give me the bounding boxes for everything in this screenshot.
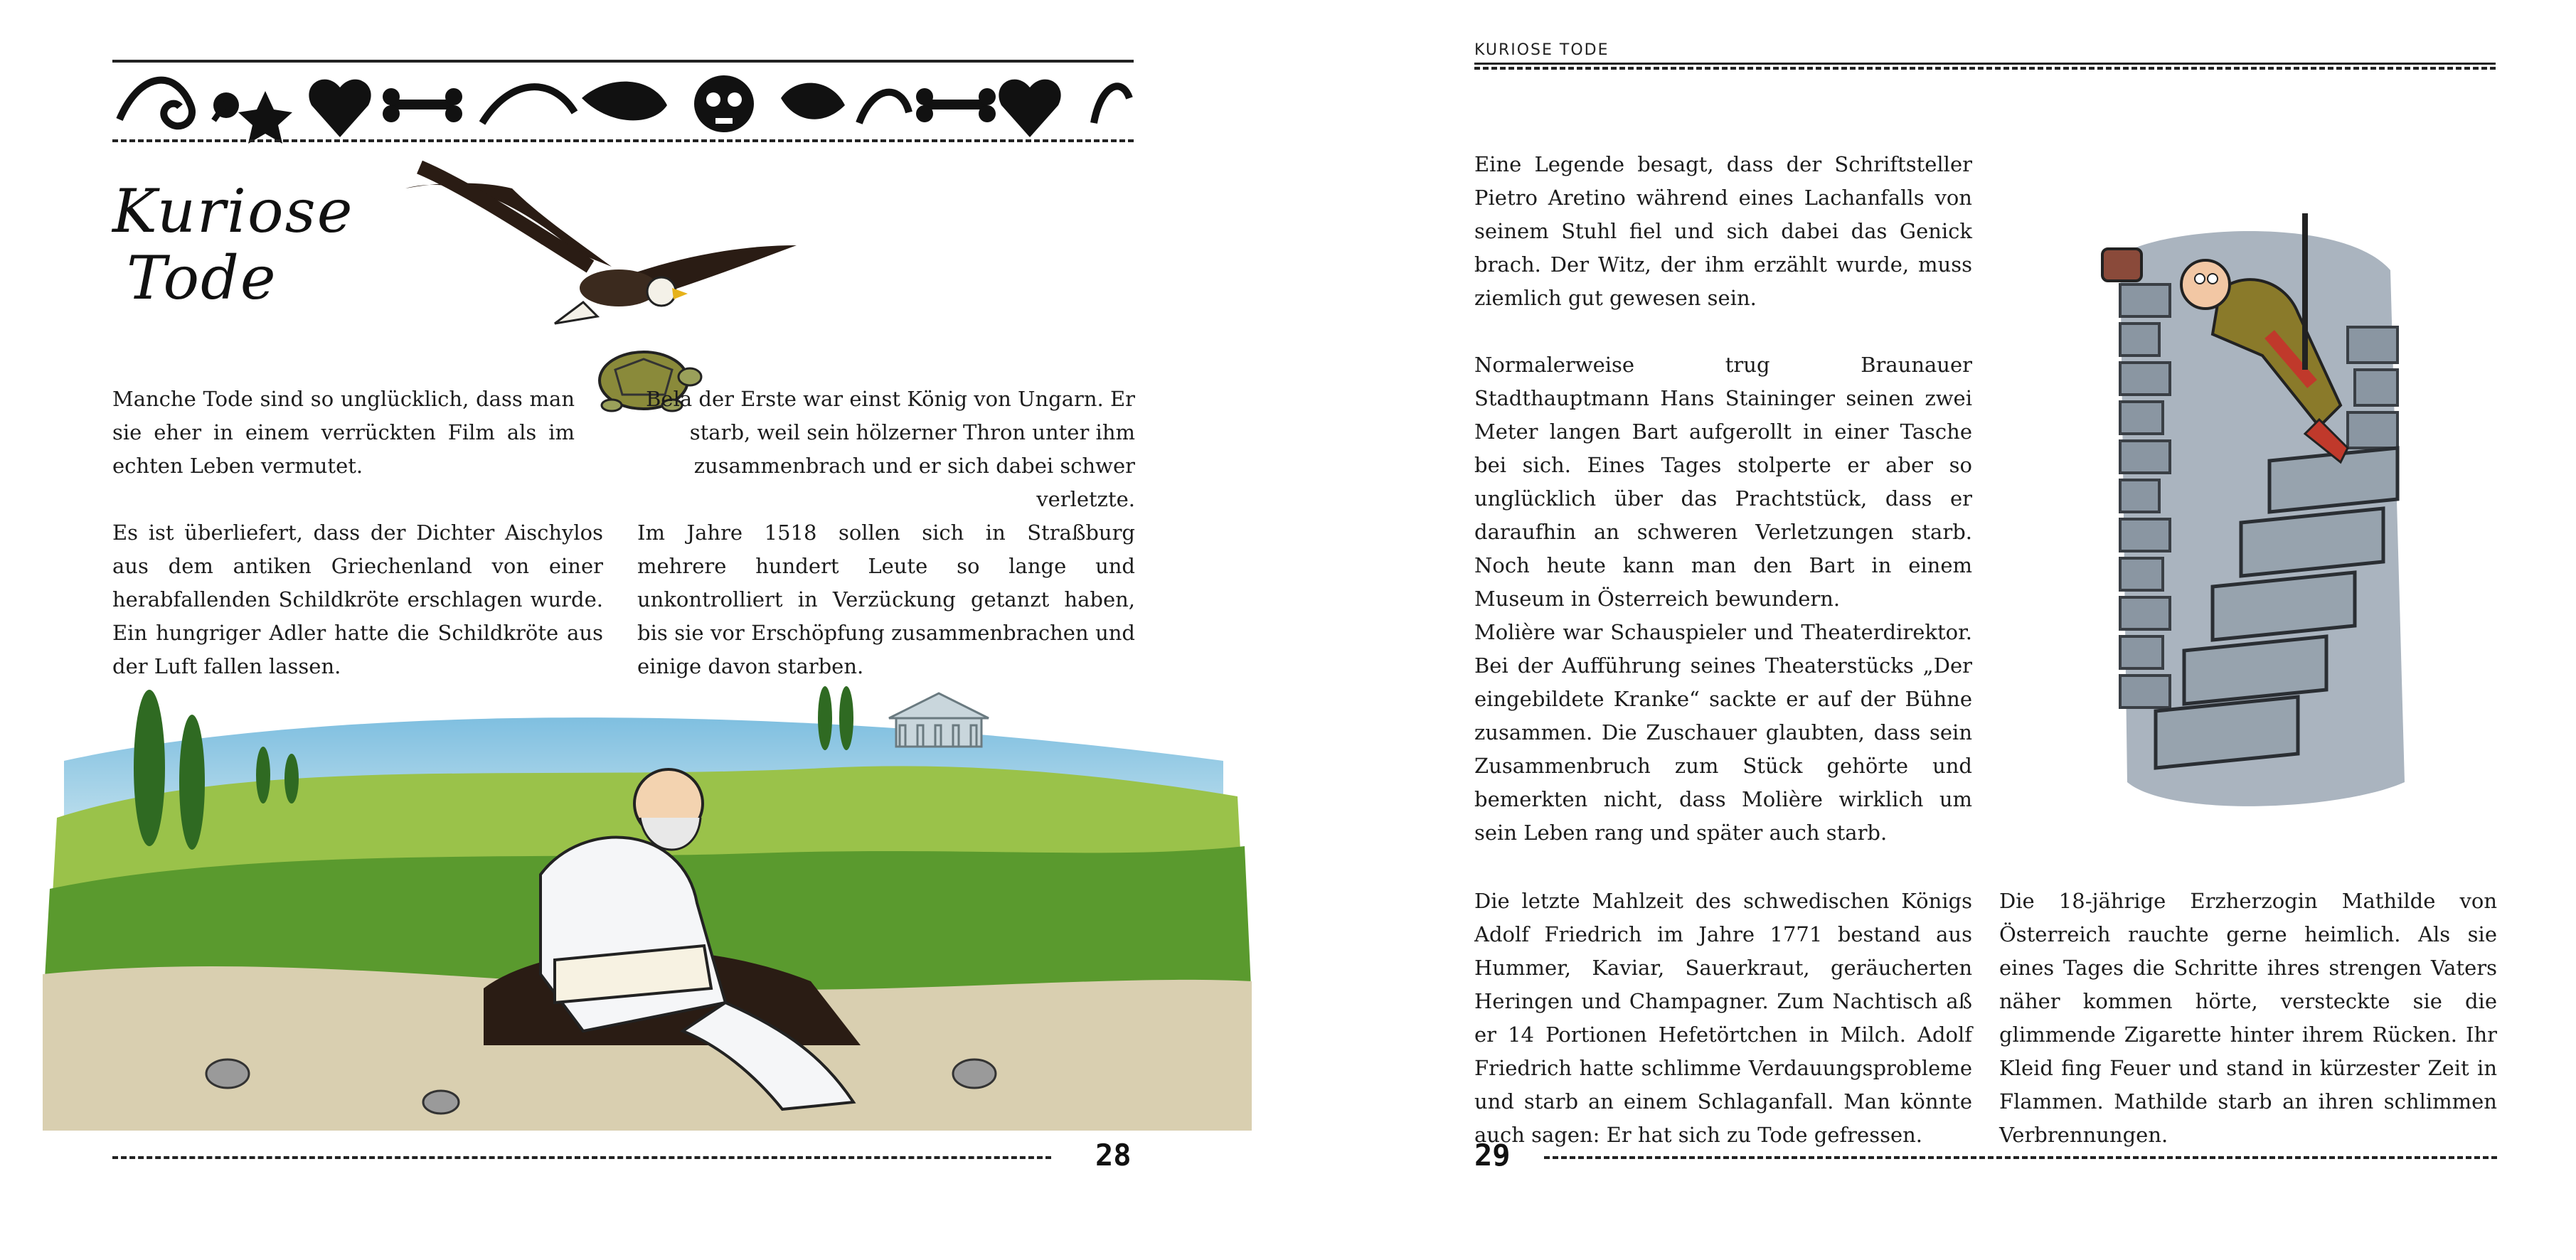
right-paragraph-5: Die 18-jährige Erzherzogin Mathilde von Österreich rauchte gerne heimlich. Als sie eines Tages die Schritte ihres strengen Vaters näher kommen hörte, versteckte sie die glimmende Zigarette hinter ihrem Rücken. Ihr Kleid fing Feuer und stand in kürzester Zeit in Flammen. Mathilde starb an ihren schlimmen Verbrennungen. bbox=[1999, 889, 2497, 1147]
aeschylus-illustration-icon bbox=[43, 676, 1252, 1131]
right-paragraph-4: Die letzte Mahlzeit des schwedischen Königs Adolf Friedrich im Jahre 1771 bestand aus Hummer, Kaviar, Sauerkraut, geräucherten Heringen und Champagner. Zum Nachtisch aß er 14 Portionen Hefetörtchen in Milch. Adolf Friedrich hatte schlimme Verdauungsprobleme und starb an einem Schlaganfall. Man könnte auch sagen: Er hat sich zu Tode gefressen. bbox=[1474, 889, 1972, 1147]
right-paragraph-2: Normalerweise trug Braunauer Stadthauptmann Hans Staininger seinen zwei Meter langen Bart aufgerollt in einer Tasche bei sich. Eines Tages stolperte er aber so unglücklich über das Prachtstück, dass er daraufhin an schweren Verletzungen starb. Noch heute kann man den Bart in einem Museum in Österreich bewundern. bbox=[1474, 353, 1972, 611]
left-footer-rule bbox=[112, 1156, 1051, 1159]
page-number-right: 29 bbox=[1474, 1138, 1511, 1173]
page-title bbox=[112, 178, 353, 311]
right-footer-rule bbox=[1544, 1156, 2497, 1159]
left-paragraph-3: Bela der Erste war einst König von Ungarn. Er starb, weil sein hölzerner Thron unter ihm zusammenbrach und er sich dabei schwer verletzte. bbox=[646, 387, 1135, 511]
header-rule-solid bbox=[1474, 63, 2496, 65]
staircase-illustration-icon bbox=[2070, 171, 2454, 832]
header-rule-dashed bbox=[1474, 67, 2496, 70]
left-paragraph-1: Manche Tode sind so unglücklich, dass man sie eher in einem verrückten Film als im echten Leben vermutet. bbox=[112, 387, 575, 478]
title-line-1: Kuriose bbox=[112, 176, 354, 246]
page-number-left: 28 bbox=[1095, 1138, 1132, 1173]
title-line-2: Tode bbox=[127, 243, 277, 313]
right-page bbox=[1288, 0, 2576, 1260]
running-head: KURIOSE TODE bbox=[1474, 41, 1609, 59]
right-paragraph-3: Molière war Schauspieler und Theaterdirektor. Bei der Aufführung seines Theaterstücks „Der eingebildete Kranke“ sackte er auf der Bühne zusammen. Die Zuschauer glaubten, dass sein Zusammenbruch zum Stück gehörte und bemerkten nicht, dass Molière wirklich um sein Leben rang und später auch starb. bbox=[1474, 620, 1972, 845]
left-paragraph-4: Im Jahre 1518 sollen sich in Straßburg mehrere hundert Leute so lange und unkontrolliert in Verzückung getanzt haben, bis sie vor Erschöpfung zusammenbrachen und einige davon starben. bbox=[637, 520, 1135, 678]
right-paragraph-1: Eine Legende besagt, dass der Schriftsteller Pietro Aretino während eines Lachanfalls von seinem Stuhl fiel und sich dabei das Genick brach. Der Witz, der ihm erzählt wurde, muss ziemlich gut gewesen sein. bbox=[1474, 152, 1972, 310]
ornament-bottom-rule bbox=[112, 139, 1134, 142]
ornament-border-icon bbox=[112, 55, 1134, 148]
left-paragraph-2: Es ist überliefert, dass der Dichter Aischylos aus dem antiken Griechenland von einer herabfallenden Schildkröte erschlagen wurde. Ein hungriger Adler hatte die Schildkröte aus der Luft fallen lassen. bbox=[112, 520, 603, 678]
